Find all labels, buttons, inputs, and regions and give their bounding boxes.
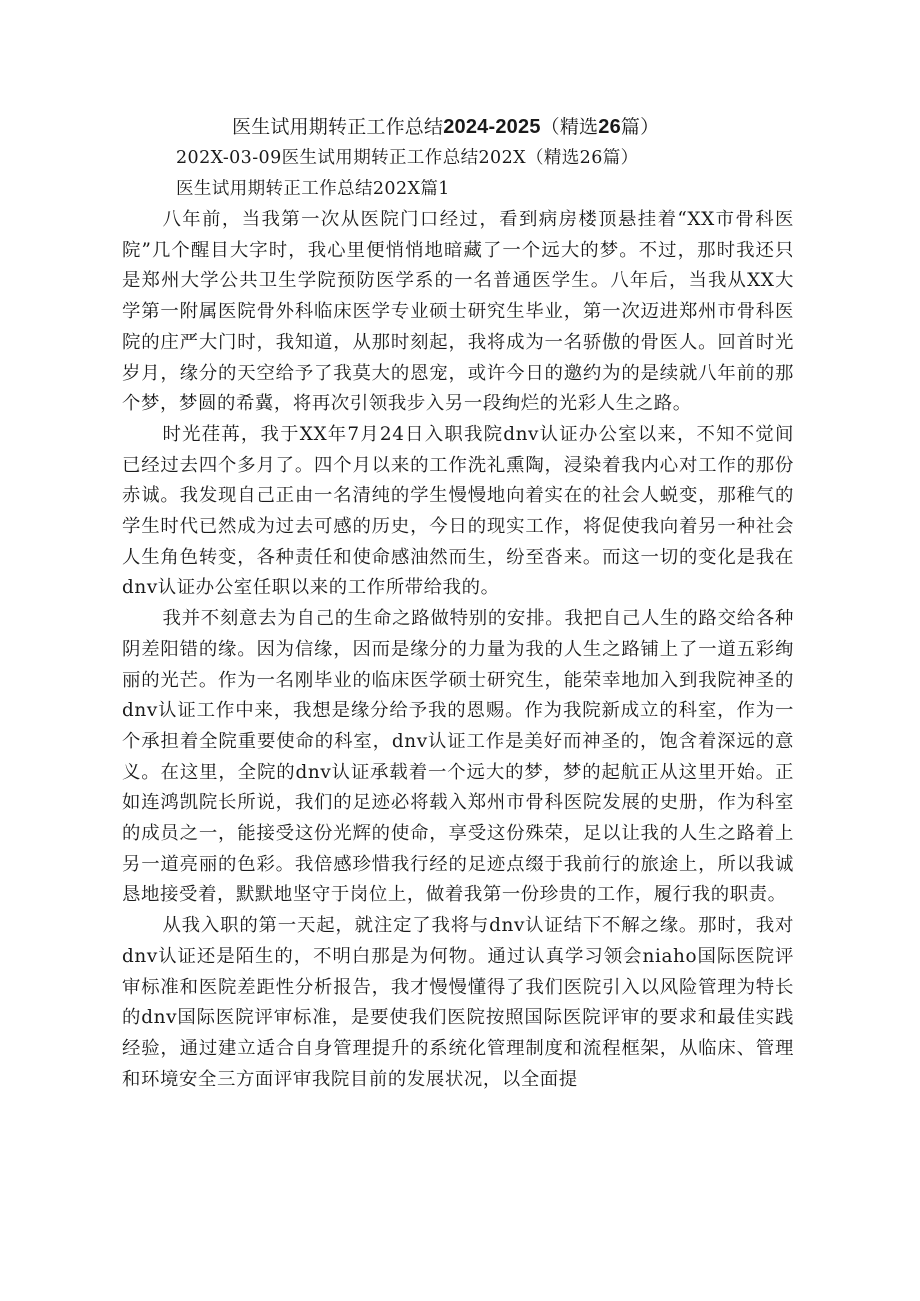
title-suffix-open: （精选 <box>540 116 599 138</box>
section-heading: 医生试用期转正工作总结202X篇1 <box>176 179 450 199</box>
document-body <box>122 205 794 1095</box>
document-title <box>232 113 712 141</box>
date-line: 202X-03-09医生试用期转正工作总结202X（精选26篇） <box>176 148 639 168</box>
title-years: 2024-2025 <box>443 116 541 138</box>
title-suffix-close: 篇） <box>620 116 660 138</box>
paragraph: 从我入职的第一天起，就注定了我将与dnv认证结下不解之缘。那时，我对dnv认证还是陌生的，不明白那是为何物。通过认真学习领会niaho国际医院评审标准和医院差距性分析报告，我才慢慢懂得了我们医院引入以风险管理为特长的dnv国际医院评审标准，是要使我们医院按照国际医院评审的要求和最佳实践经验，通过建立适合自身管理提升的系统化管理制度和流程框架，从临床、管理和环境安全三方面评审我院目前的发展状况，以全面提 <box>122 915 794 1090</box>
paragraph: 我并不刻意去为自己的生命之路做特别的安排。我把自己人生的路交给各种阴差阳错的缘。因为信缘，因而是缘分的力量为我的人生之路铺上了一道五彩绚丽的光芒。作为一名刚毕业的临床医学硕士研究生，能荣幸地加入到我院神圣的dnv认证工作中来，我想是缘分给予我的恩赐。作为我院新成立的科室，作为一个承担着全院重要使命的科室，dnv认证工作是美好而神圣的，饱含着深远的意义。在这里，全院的dnv认证承载着一个远大的梦，梦的起航正从这里开始。正如连鸿凯院长所说，我们的足迹必将载入郑州市骨科医院发展的史册，作为科室的成员之一，能接受这份光辉的使命，享受这份殊荣，足以让我的人生之路着上另一道亮丽的色彩。我倍感珍惜我行经的足迹点缀于我前行的旅途上，所以我诚恳地接受着，默默地坚守于岗位上，做着我第一份珍贵的工作，履行我的职责。 <box>122 608 794 906</box>
title-count: 26 <box>598 116 621 138</box>
paragraph: 时光荏苒，我于XX年7月24日入职我院dnv认证办公室以来，不知不觉间已经过去四个多月了。四个月以来的工作洗礼熏陶，浸染着我内心对工作的那份赤诚。我发现自己正由一名清纯的学生慢慢地向着实在的社会人蜕变，那稚气的学生时代已然成为过去可感的历史，今日的现实工作，将促使我向着另一种社会人生角色转变，各种责任和使命感油然而生，纷至沓来。而这一切的变化是我在dnv认证办公室任职以来的工作所带给我的。 <box>122 423 794 599</box>
paragraph: 八年前，当我第一次从医院门口经过，看到病房楼顶悬挂着“XX市骨科医院”几个醒目大字时，我心里便悄悄地暗藏了一个远大的梦。不过，那时我还只是郑州大学公共卫生学院预防医学系的一名普通医学生。八年后，当我从XX大学第一附属医院骨外科临床医学专业硕士研究生毕业，第一次迈进郑州市骨科医院的庄严大门时，我知道，从那时刻起，我将成为一名骄傲的骨医人。回首时光岁月，缘分的天空给予了我莫大的恩宠，或许今日的邀约为的是续就八年前的那个梦，梦圆的希冀，将再次引领我步入另一段绚烂的光彩人生之路。 <box>122 209 794 415</box>
title-prefix: 医生试用期转正工作总结 <box>232 116 444 138</box>
